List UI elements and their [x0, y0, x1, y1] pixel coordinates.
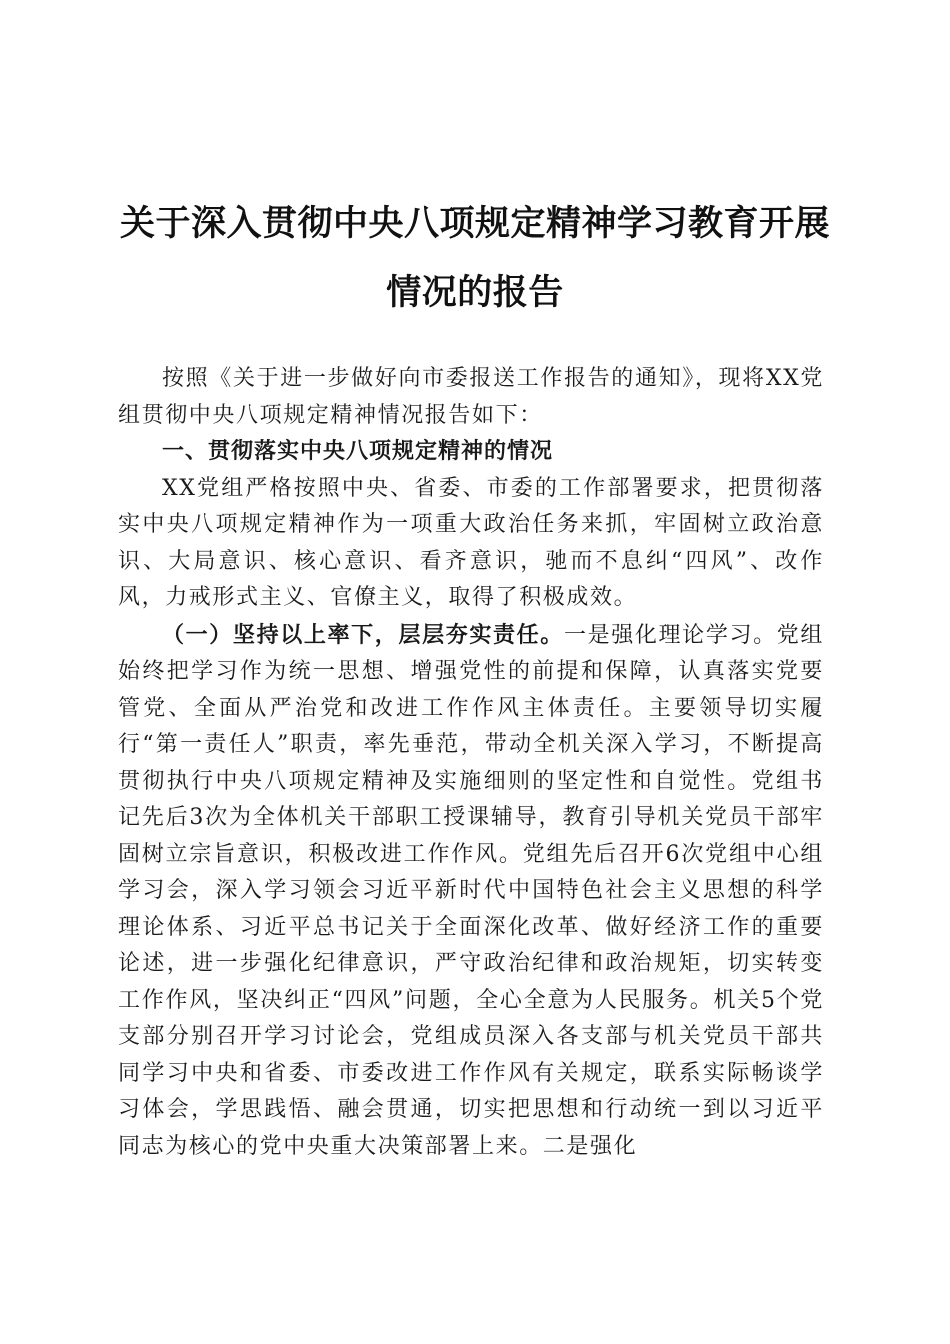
subsection-1-lead: （一）坚持以上率下，层层夯实责任。: [162, 621, 564, 648]
section-1-paragraph: XX党组严格按照中央、省委、市委的工作部署要求，把贯彻落实中央八项规定精神作为一项重大政治任务来抓，牢固树立政治意识、大局意识、核心意识、看齐意识，驰而不息纠“四风”、改作风，力戒形式主义、官僚主义，取得了积极成效。: [118, 475, 824, 610]
intro-paragraph: 按照《关于进一步做好向市委报送工作报告的通知》，现将XX党组贯彻中央八项规定精神情况报告如下：: [118, 366, 824, 428]
subsection-1-body: 一是强化理论学习。党组始终把学习作为统一思想、增强党性的前提和保障，认真落实党要管党、全面从严治党和改进工作作风主体责任。主要领导切实履行“第一责任人”职责，率先垂范，带动全机关深入学习，不断提高贯彻执行中央八项规定精神及实施细则的坚定性和自觉性。党组书记先后3次为全体机关干部职工授课辅导，教育引导机关党员干部牢固树立宗旨意识，积极改进工作作风。党组先后召开6次党组中心组学习会，深入学习领会习近平新时代中国特色社会主义思想的科学理论体系、习近平总书记关于全面深化改革、做好经济工作的重要论述，进一步强化纪律意识，严守政治纪律和政治规矩，切实转变工作作风，坚决纠正“四风”问题，全心全意为人民服务。机关5个党支部分别召开学习讨论会，党组成员深入各支部与机关党员干部共同学习中央和省委、市委改进工作作风有关规定，联系实际畅谈学习体会，学思践悟、融会贯通，切实把思想和行动统一到以习近平同志为核心的党中央重大决策部署上来。二是强化: [118, 622, 824, 1159]
subsection-1-paragraph: [118, 617, 824, 1166]
document-title-line-2: 情况的报告: [386, 272, 564, 313]
section-1-heading: 一、贯彻落实中央八项规定精神的情况: [162, 439, 554, 464]
document-title-line-1: 关于深入贯彻中央八项规定精神学习教育开展: [119, 203, 830, 244]
document-body: [118, 361, 824, 1165]
